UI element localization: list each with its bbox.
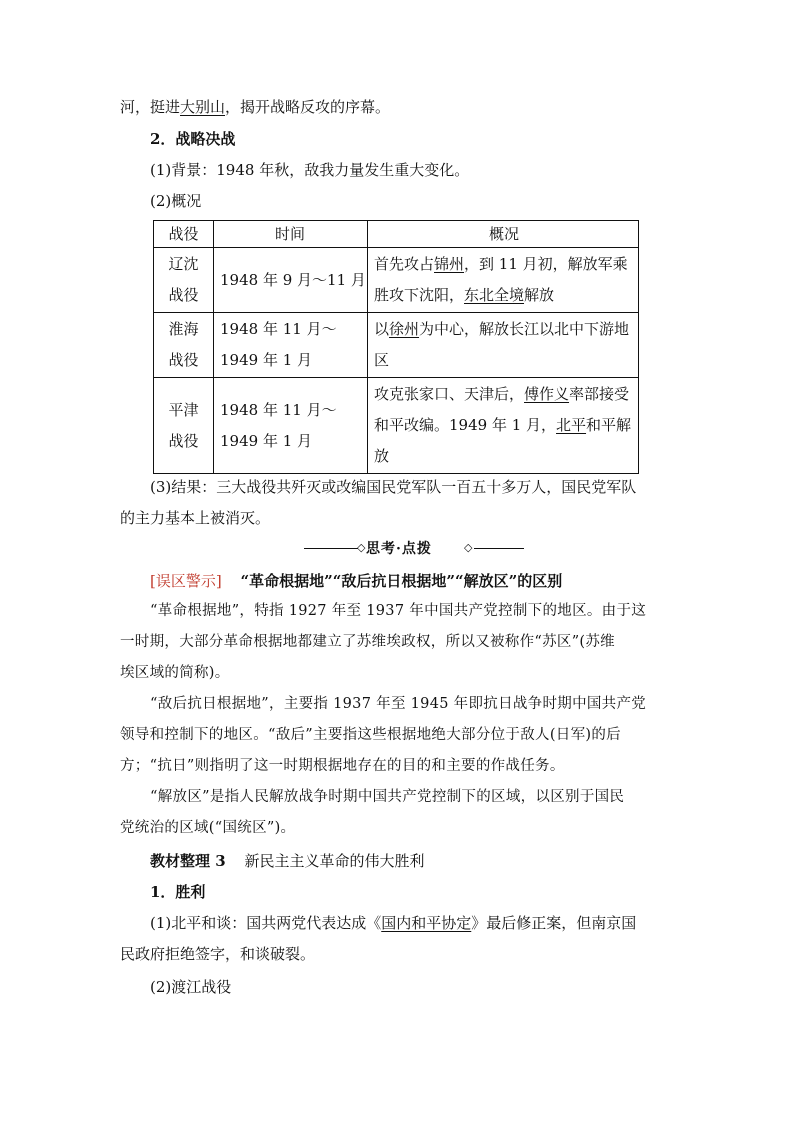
warning-tag: [误区警示]	[150, 572, 222, 590]
note-line: 一时期，大部分革命根据地都建立了苏维埃政权，所以又被称作“苏区”(苏维	[120, 634, 615, 650]
note-line: 领导和控制下的地区。“敌后”主要指这些根据地绝大部分位于敌人(日军)的后	[120, 727, 621, 743]
campaign-name: 淮海 战役	[154, 313, 214, 378]
diamond-icon: ◇	[464, 541, 473, 554]
key-term-fuzuoyi: 傅作义	[524, 385, 570, 403]
peace-talk-line: (1)北平和谈：国共两党代表达成《国内和平协定》最后修正案，但南京国	[150, 914, 637, 932]
header-overview: 概况	[368, 221, 639, 248]
note-line: 埃区域的简称)。	[120, 665, 230, 681]
campaign-name: 辽沈 战役	[154, 248, 214, 313]
table-row	[154, 378, 639, 474]
divider-rule	[304, 548, 358, 549]
result-line: 的主力基本上被消灭。	[120, 509, 271, 527]
campaign-overview: 首先攻占锦州，到 11 月初，解放军乘 胜攻下沈阳，东北全境解放	[368, 248, 639, 313]
campaign-overview: 以徐州为中心，解放长江以北中下游地 区	[368, 313, 639, 378]
table-row	[154, 313, 639, 378]
subheading: 1．胜利	[150, 883, 206, 901]
divider-rule	[474, 548, 524, 549]
note-line: “解放区”是指人民解放战争时期中国共产党控制下的区域，以区别于国民	[150, 789, 625, 805]
header-campaign: 战役	[154, 221, 214, 248]
campaign-overview: 攻克张家口、天津后，傅作义率部接受 和平改编。1949 年 1 月，北平和平解 放	[368, 378, 639, 474]
note-line: “革命根据地”，特指 1927 年至 1937 年中国共产党控制下的地区。由于这	[150, 603, 647, 619]
key-term-agreement: 国内和平协定	[381, 914, 472, 932]
paragraph-line: 河，挺进大别山，揭开战略反攻的序幕。	[120, 98, 391, 116]
overview-line: (2)概况	[150, 192, 202, 210]
key-term-xuzhou: 徐州	[389, 320, 420, 338]
result-line: (3)结果：三大战役共歼灭或改编国民党军队一百五十多万人，国民党军队	[150, 478, 637, 496]
key-term-northeast: 东北全境	[464, 286, 525, 304]
key-term-jinzhou: 锦州	[434, 255, 465, 273]
section3-heading	[150, 850, 424, 872]
section-divider	[304, 539, 524, 559]
campaign-table	[153, 220, 639, 474]
table-header-row	[154, 221, 639, 248]
note-line: “敌后抗日根据地”，主要指 1937 年至 1945 年即抗日战争时期中国共产党	[150, 696, 647, 712]
note-line: 方；“抗日”则指明了这一时期根据地存在的目的和主要的作战任务。	[120, 758, 565, 774]
diamond-icon: ◇	[357, 541, 366, 554]
peace-talk-line: 民政府拒绝签字，和谈破裂。	[120, 945, 316, 963]
divider-label: 思考·点拨	[366, 541, 432, 557]
note-heading	[150, 570, 562, 592]
header-time: 时间	[214, 221, 368, 248]
note-title: “革命根据地”“敌后抗日根据地”“解放区”的区别	[240, 572, 563, 590]
crossing-line: (2)渡江战役	[150, 978, 232, 996]
campaign-time: 1948 年 9 月～11 月	[214, 248, 368, 313]
key-term-beiping: 北平	[556, 416, 587, 434]
campaign-time: 1948 年 11 月～ 1949 年 1 月	[214, 313, 368, 378]
background-line: (1)背景：1948 年秋，敌我力量发生重大变化。	[150, 161, 470, 179]
note-line: 党统治的区域(“国统区”)。	[120, 820, 296, 836]
campaign-name: 平津 战役	[154, 378, 214, 474]
section-heading: 2．战略决战	[150, 130, 236, 148]
key-term-dabieshan: 大别山	[180, 98, 226, 116]
campaign-time: 1948 年 11 月～ 1949 年 1 月	[214, 378, 368, 474]
section3-title: 新民主主义革命的伟大胜利	[244, 852, 425, 870]
section3-label: 教材整理 3	[150, 852, 226, 870]
table-row	[154, 248, 639, 313]
